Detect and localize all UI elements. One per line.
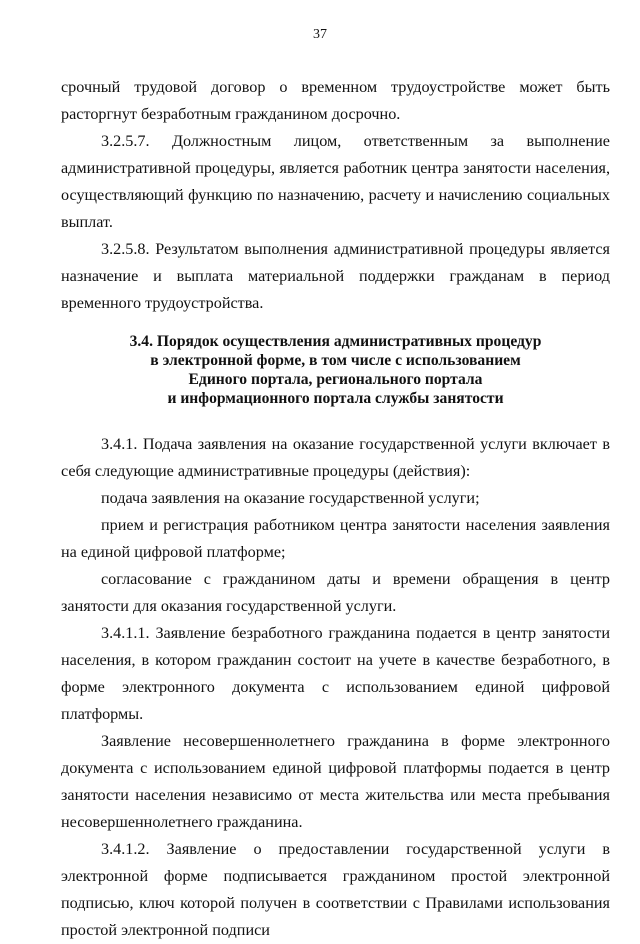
paragraph-list-item: прием и регистрация работником центра занятости населения заявления на единой цифровой платформе; xyxy=(61,516,610,561)
paragraph-3-2-5-8: 3.2.5.8. Результатом выполнения административной процедуры является назначение и выплата материальной поддержки гражданам в период временного трудоустройства. xyxy=(61,240,610,312)
paragraph-3-4-1-1: 3.4.1.1. Заявление безработного гражданина подается в центр занятости населения, в котором гражданин состоит на учете в качестве безработного, в форме электронного документа с использованием единой цифровой платформы. xyxy=(61,624,610,723)
paragraph-continuation: срочный трудовой договор о временном трудоустройстве может быть расторгнут безработным гражданином досрочно. xyxy=(61,78,610,123)
paragraph-minor-application: Заявление несовершеннолетнего гражданина в форме электронного документа с использованием единой цифровой платформы подается в центр занятости населения независимо от места жительства или места пребывания несовершеннолетнего гражданина. xyxy=(61,732,610,831)
section-heading xyxy=(61,332,610,408)
section-heading-line: 3.4. Порядок осуществления административных процедур xyxy=(129,333,542,350)
paragraph-list-item: подача заявления на оказание государственной услуги; xyxy=(101,489,480,507)
document-body xyxy=(61,74,610,944)
paragraph-3-4-1-2: 3.4.1.2. Заявление о предоставлении государственной услуги в электронной форме подписывается гражданином простой электронной подписью, ключ которой получен в соответствии с Правилами использования простой электронной подписи xyxy=(61,840,610,939)
paragraph-3-4-1: 3.4.1. Подача заявления на оказание государственной услуги включает в себя следующие административные процедуры (действия): xyxy=(61,435,610,480)
paragraph-list-item: согласование с гражданином даты и времени обращения в центр занятости для оказания государственной услуги. xyxy=(61,570,610,615)
section-heading-line: Единого портала, регионального портала xyxy=(188,371,483,388)
page-number: 37 xyxy=(313,27,327,42)
paragraph-3-2-5-7: 3.2.5.7. Должностным лицом, ответственным за выполнение административной процедуры, является работник центра занятости населения, осуществляющий функцию по назначению, расчету и начислению социальных выплат. xyxy=(61,132,610,231)
section-heading-line: в электронной форме, в том числе с использованием xyxy=(150,352,521,369)
section-heading-line: и информационного портала службы занятости xyxy=(167,390,504,407)
